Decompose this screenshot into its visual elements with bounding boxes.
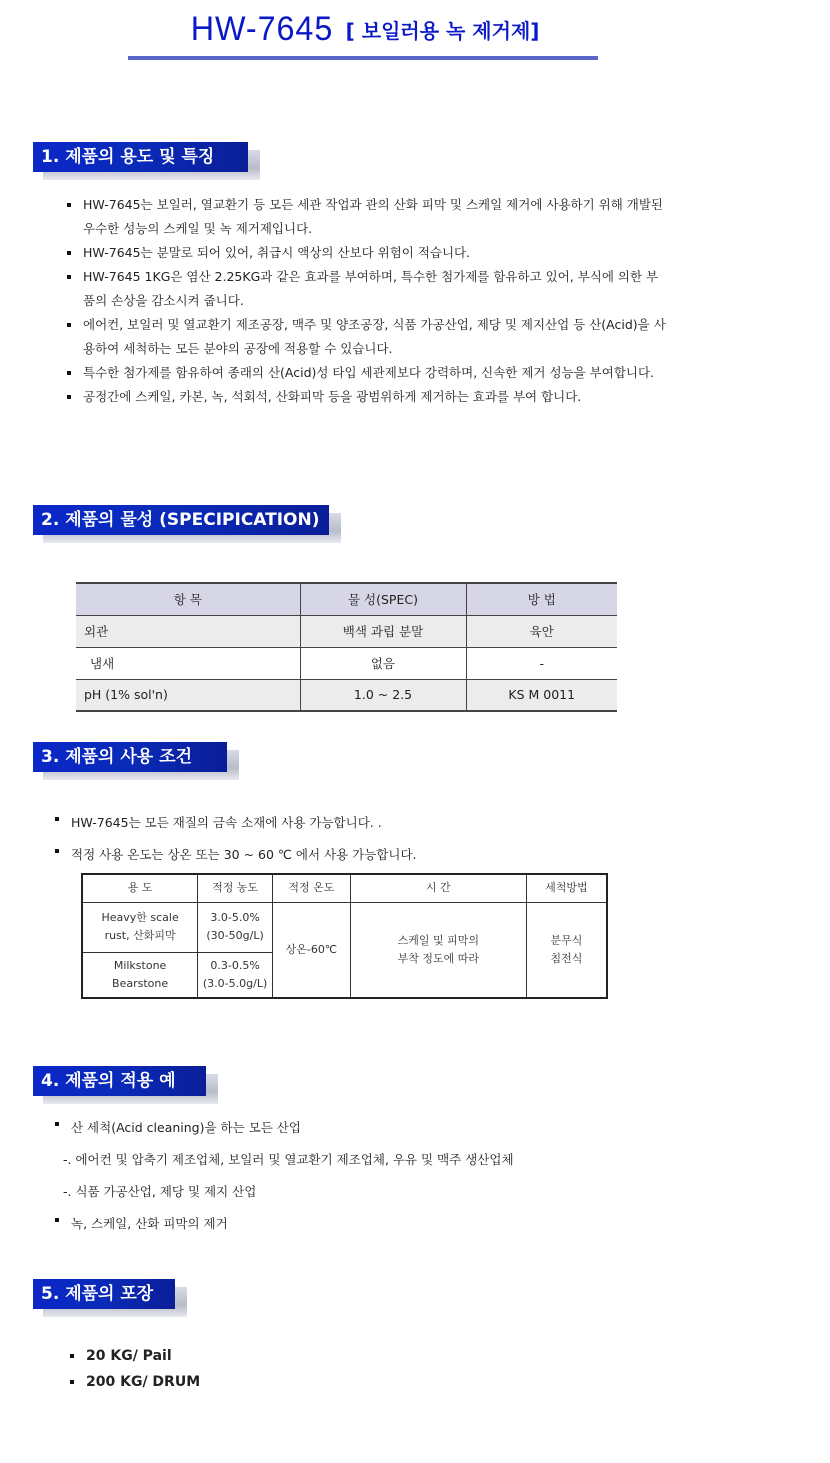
list-item: 공정간에 스케일, 카본, 녹, 석회석, 산화피막 등을 광범위하게 제거하는 효과를 부여 합니다. [67, 385, 667, 409]
table-header: 용 도 [82, 874, 198, 902]
title-underline [128, 56, 598, 60]
list-item: -. 에어컨 및 압축기 제조업체, 보일러 및 열교환기 제조업체, 우유 및 맥주 생산업체 [63, 1152, 514, 1167]
list-item: 20 KG/ Pail [70, 1343, 470, 1369]
list-item: -. 식품 가공산업, 제당 및 제지 산업 [63, 1184, 257, 1199]
section-heading-usage: 1. 제품의 용도 및 특징 [33, 142, 248, 178]
table-cell: pH (1% sol'n) [76, 679, 300, 711]
table-cell: 없음 [300, 647, 466, 679]
usage-condition-table [81, 873, 608, 999]
section-heading-applications: 4. 제품의 적용 예 [33, 1066, 206, 1102]
list-item: 녹, 스케일, 산화 피막의 제거 [55, 1208, 675, 1240]
table-cell: 스케일 및 피막의 부착 정도에 따라 [350, 902, 526, 998]
table-header: 항 목 [76, 583, 300, 615]
product-model: HW-7645 [190, 10, 333, 48]
table-cell: 분무식 침전식 [526, 902, 607, 998]
table-cell: 0.3-0.5% (3.0-5.0g/L) [198, 952, 273, 998]
spec-table [76, 582, 617, 712]
table-header: 방 법 [466, 583, 617, 615]
list-item: 200 KG/ DRUM [70, 1369, 470, 1395]
list-item: HW-7645 1KG은 염산 2.25KG과 같은 효과를 부여하며, 특수한 첨가제를 함유하고 있어, 부식에 의한 부품의 손상을 감소시켜 줍니다. [67, 265, 667, 313]
table-cell: 냄새 [76, 647, 300, 679]
table-row [76, 679, 617, 711]
list-item: HW-7645는 모든 재질의 금속 소재에 사용 가능합니다. . [55, 807, 655, 839]
table-cell: Milkstone Bearstone [82, 952, 198, 998]
list-item: 에어컨, 보일러 및 열교환기 제조공장, 맥주 및 양조공장, 식품 가공산업, 제당 및 제지산업 등 산(Acid)을 사용하여 세척하는 모든 분야의 공장에 적용할 수 있습니다. [67, 313, 667, 361]
table-header: 적정 농도 [198, 874, 273, 902]
table-header: 물 성(SPEC) [300, 583, 466, 615]
table-row [82, 902, 607, 952]
product-subtitle: [ 보일러용 녹 제거제] [345, 19, 540, 43]
table-cell: 3.0-5.0% (30-50g/L) [198, 902, 273, 952]
table-cell: 외관 [76, 615, 300, 647]
table-header: 적정 온도 [272, 874, 350, 902]
table-row [76, 647, 617, 679]
section-heading-spec: 2. 제품의 물성 (SPECIPICATION) [33, 505, 329, 541]
table-header-row [76, 583, 617, 615]
table-header: 시 간 [350, 874, 526, 902]
table-cell: 1.0 ~ 2.5 [300, 679, 466, 711]
table-row [76, 615, 617, 647]
section-heading-packaging: 5. 제품의 포장 [33, 1279, 175, 1315]
list-item: 산 세척(Acid cleaning)을 하는 모든 산업 [55, 1112, 675, 1144]
list-item: 특수한 첨가제를 함유하여 종래의 산(Acid)성 타입 세관제보다 강력하며, 신속한 제거 성능을 부여합니다. [67, 361, 667, 385]
list-item: HW-7645는 보일러, 열교환기 등 모든 세관 작업과 관의 산화 피막 및 스케일 제거에 사용하기 위해 개발된 우수한 성능의 스케일 및 녹 제거제입니다. [67, 193, 667, 241]
table-cell: 상온-60℃ [272, 902, 350, 998]
table-cell: 백색 과립 분말 [300, 615, 466, 647]
list-item: 적정 사용 온도는 상온 또는 30 ~ 60 ℃ 에서 사용 가능합니다. [55, 839, 655, 871]
table-header-row [82, 874, 607, 902]
packaging-list [70, 1343, 470, 1395]
table-cell: Heavy한 scale rust, 산화피막 [82, 902, 198, 952]
section-heading-conditions: 3. 제품의 사용 조건 [33, 742, 227, 778]
feature-list [67, 193, 667, 409]
application-list [55, 1112, 675, 1240]
table-header: 세척방법 [526, 874, 607, 902]
table-cell: KS M 0011 [466, 679, 617, 711]
condition-list [55, 807, 655, 871]
table-cell: 육안 [466, 615, 617, 647]
page-title [128, 10, 598, 62]
table-cell: - [466, 647, 617, 679]
list-item: HW-7645는 분말로 되어 있어, 취급시 액상의 산보다 위험이 적습니다. [67, 241, 667, 265]
